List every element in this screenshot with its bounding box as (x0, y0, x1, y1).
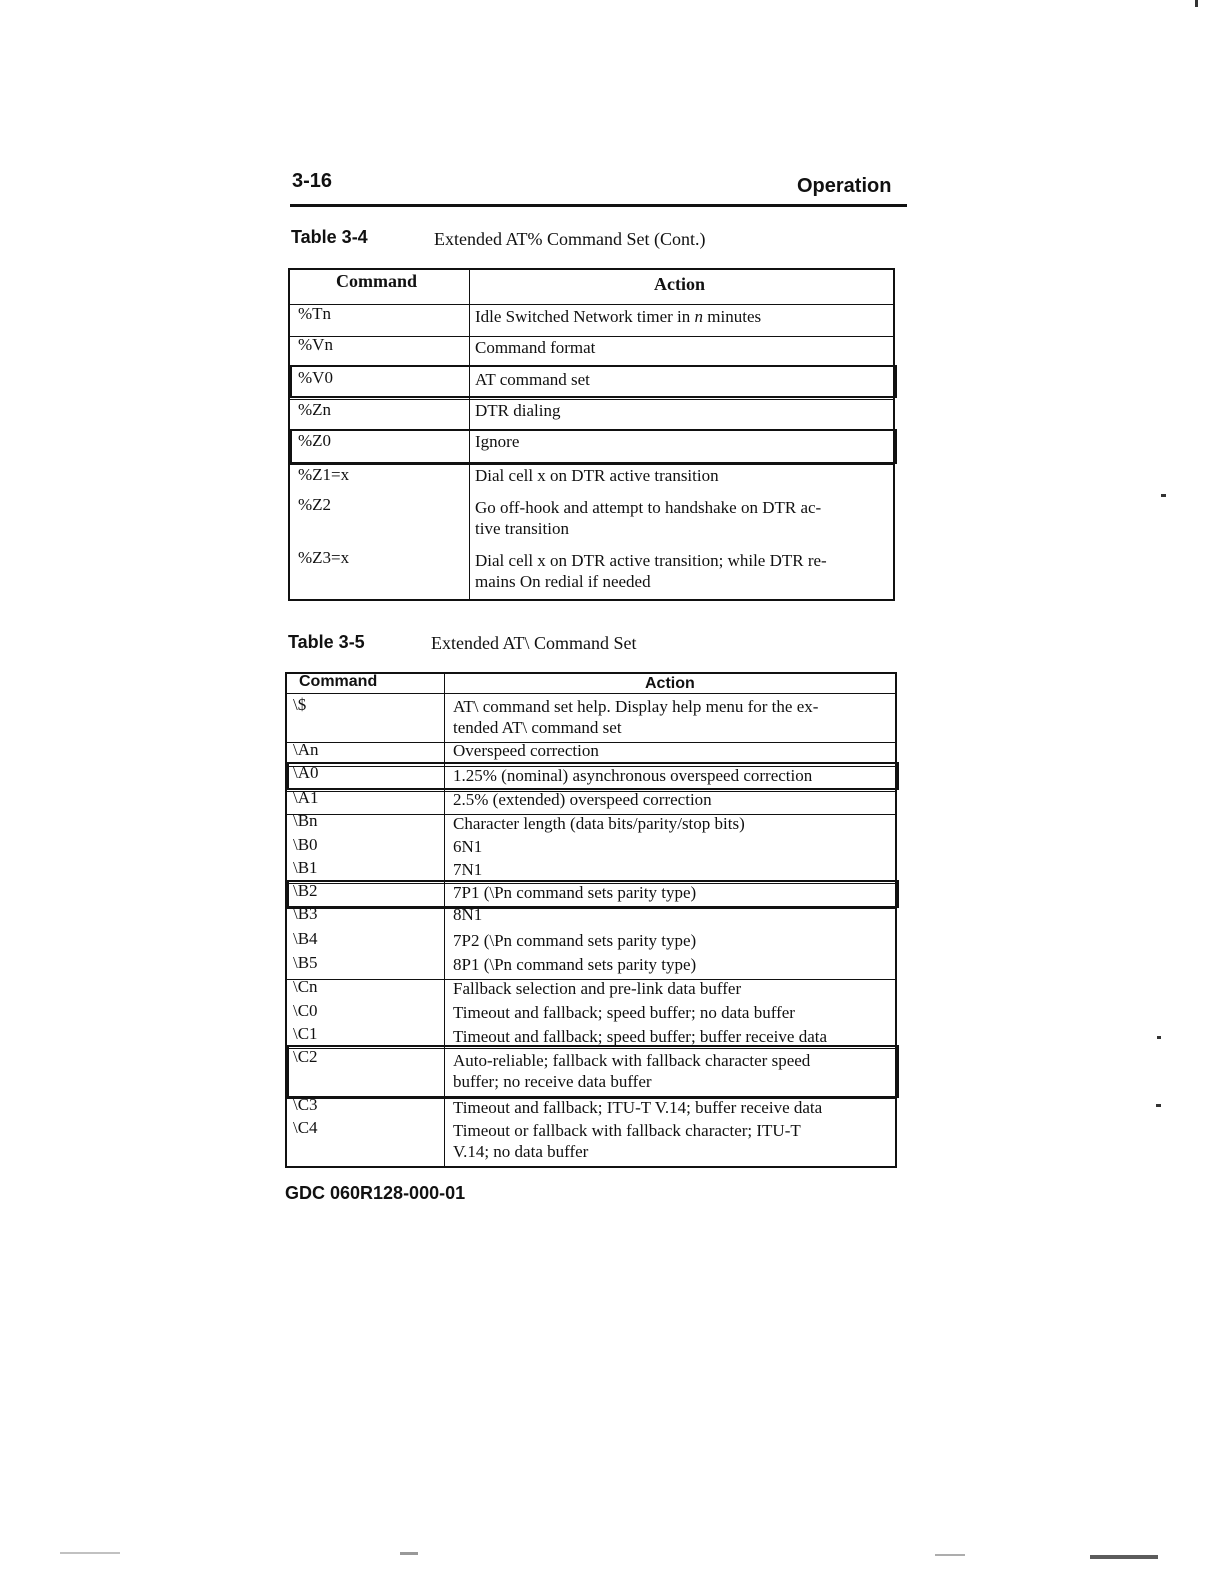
row-divider (290, 399, 893, 400)
table-cell-command: %Z0 (298, 431, 332, 450)
column-header-command: Command (299, 673, 378, 690)
table-cell-command: \B5 (293, 953, 318, 972)
table-cell-command: \A0 (293, 763, 319, 782)
table-cell-action: 8N1 (453, 905, 483, 924)
column-header-command: Command (336, 271, 418, 291)
table-cell-command: \An (293, 740, 319, 759)
table-3-4-label: Table 3-4 (291, 227, 368, 247)
section-title: Operation (797, 175, 892, 197)
table-cell-command: \Bn (293, 811, 318, 830)
table-cell-action: tive transition (475, 519, 569, 538)
scan-speck (1195, 0, 1198, 7)
table-cell-action: tended AT\ command set (453, 718, 622, 737)
header-rule (290, 204, 907, 207)
table-cell-command: \B1 (293, 858, 318, 877)
table-cell-action: Dial cell x on DTR active transition; while DTR re- (475, 551, 827, 570)
table-cell-command: %Z1=x (298, 465, 350, 484)
table-3-5-label: Table 3-5 (288, 632, 365, 652)
table-cell-action: 1.25% (nominal) asynchronous overspeed correction (453, 766, 813, 785)
column-header-action: Action (654, 274, 705, 294)
table-cell-action: Timeout and fallback; ITU-T V.14; buffer receive data (453, 1098, 823, 1117)
row-divider (287, 693, 895, 694)
table-cell-command: \B3 (293, 904, 318, 923)
table-cell-action: Fallback selection and pre-link data buffer (453, 979, 742, 998)
table-cell-action: Overspeed correction (453, 741, 599, 760)
table-cell-action: Timeout or fallback with fallback character; ITU-T (453, 1121, 801, 1140)
table-cell-action: V.14; no data buffer (453, 1142, 589, 1161)
scan-speck (60, 1552, 120, 1554)
table-cell-command: %Z3=x (298, 548, 350, 567)
table-cell-command: \B2 (293, 881, 318, 900)
document-number: GDC 060R128-000-01 (285, 1183, 466, 1203)
page-number: 3-16 (292, 170, 333, 192)
table-cell-command: \A1 (293, 788, 319, 807)
table-cell-action: 7N1 (453, 860, 483, 879)
table-cell-command: %Vn (298, 335, 333, 354)
table-cell-action: Timeout and fallback; speed buffer; buffer receive data (453, 1027, 828, 1046)
table-cell-action: AT command set (475, 370, 590, 389)
table-cell-command: %Z2 (298, 495, 332, 514)
column-header-action: Action (645, 675, 695, 692)
table-cell-action: Character length (data bits/parity/stop bits) (453, 814, 745, 833)
scan-speck (1161, 494, 1166, 497)
highlight-box-command (290, 365, 897, 398)
table-cell-command: \C0 (293, 1001, 318, 1020)
table-cell-action: Go off-hook and attempt to handshake on DTR ac- (475, 498, 822, 517)
table-cell-action: Dial cell x on DTR active transition (475, 466, 719, 485)
highlight-box-command (287, 1045, 899, 1098)
table-cell-command: \C4 (293, 1118, 318, 1137)
table-cell-command: \C2 (293, 1047, 318, 1066)
table-cell-action: Command format (475, 338, 596, 357)
scan-speck (1157, 1036, 1161, 1039)
scan-speck (400, 1552, 418, 1555)
table-cell-action: AT\ command set help. Display help menu for the ex- (453, 697, 819, 716)
table-cell-action: 8P1 (\Pn command sets parity type) (453, 955, 697, 974)
table-cell-command: %Zn (298, 400, 332, 419)
table-cell-action: mains On redial if needed (475, 572, 651, 591)
highlight-box-command (290, 429, 897, 464)
scan-speck (1156, 1104, 1161, 1107)
table-cell-action: Auto-reliable; fallback with fallback character speed (453, 1051, 811, 1070)
highlight-box-command (287, 880, 899, 908)
table-cell-action: 6N1 (453, 837, 483, 856)
scan-speck (935, 1554, 965, 1556)
scan-speck (1090, 1555, 1158, 1559)
table-cell-action: buffer; no receive data buffer (453, 1072, 652, 1091)
table-3-4-caption: Extended AT% Command Set (Cont.) (434, 229, 706, 249)
table-cell-action: Timeout and fallback; speed buffer; no data buffer (453, 1003, 795, 1022)
table-3-5-caption: Extended AT\ Command Set (431, 633, 637, 653)
table-cell-command: %V0 (298, 368, 333, 387)
highlight-box-command (287, 762, 899, 790)
table-cell-command: \$ (293, 695, 307, 714)
table-cell-command: \C3 (293, 1095, 318, 1114)
table-cell-command: \B4 (293, 929, 318, 948)
table-cell-command: \Cn (293, 977, 318, 996)
table-cell-action: 7P2 (\Pn command sets parity type) (453, 931, 697, 950)
table-cell-command: \B0 (293, 835, 318, 854)
row-divider (287, 908, 895, 909)
row-divider (290, 304, 893, 305)
table-cell-action: DTR dialing (475, 401, 561, 420)
table-cell-action: Ignore (475, 432, 520, 451)
table-cell-action: Idle Switched Network timer in n minutes (475, 307, 762, 326)
table-cell-command: %Tn (298, 304, 332, 323)
table-cell-action: 2.5% (extended) overspeed correction (453, 790, 712, 809)
table-cell-command: \C1 (293, 1024, 318, 1043)
table-cell-action: 7P1 (\Pn command sets parity type) (453, 883, 697, 902)
